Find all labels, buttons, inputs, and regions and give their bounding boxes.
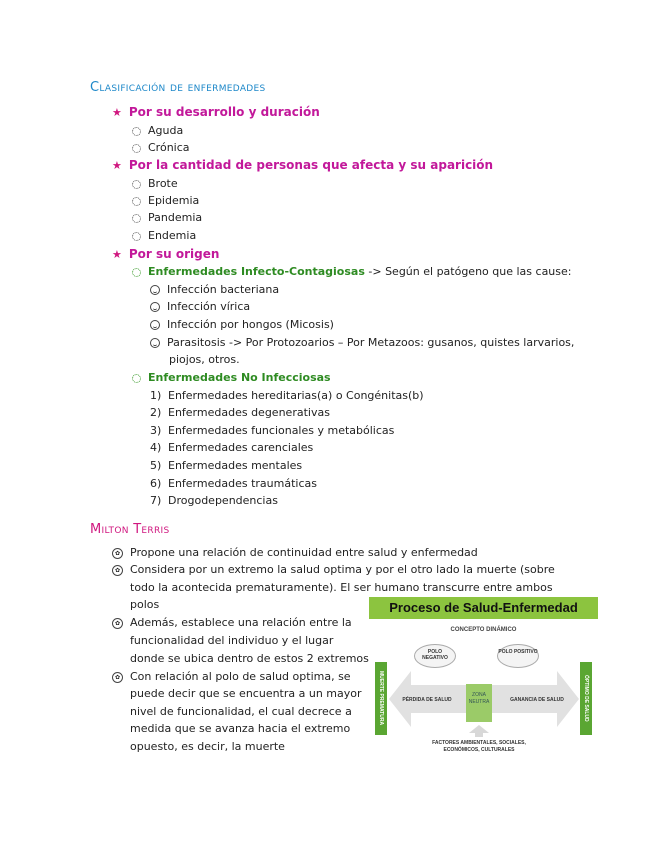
terris-point-cont: todo la acontecida prematuramente). El ser humano transcurre entre ambos: [130, 581, 553, 594]
medal-bullet-icon: ✿: [112, 548, 123, 559]
terris-point: ✿ Considera por un extremo la salud optima y por el otro lado la muerte (sobre: [112, 563, 555, 577]
list-item: Parasitosis -> Por Protozoarios – Por Metazoos: gusanos, quistes larvarios,: [150, 336, 574, 350]
polo-positivo: POLO POSITIVO: [497, 644, 539, 668]
smiley-icon: [150, 320, 160, 330]
circle-bullet-icon: [132, 374, 141, 383]
list-item: Infección vírica: [150, 300, 250, 314]
numbered-item: 7) Drogodependencias: [150, 494, 278, 507]
numbered-item: 2) Enfermedades degenerativas: [150, 406, 330, 419]
list-item: Brote: [132, 177, 178, 191]
heading-milton-terris: Milton Terris: [90, 522, 170, 537]
factores: FACTORES AMBIENTALES, SOCIALES, ECONÓMICOS, CULTURALES: [432, 740, 526, 753]
numbered-item: 3) Enfermedades funcionales y metabólicas: [150, 424, 395, 437]
circle-bullet-icon: [132, 197, 141, 206]
circle-bullet-icon: [132, 144, 141, 153]
medal-bullet-icon: ✿: [112, 565, 123, 576]
subcategory-no-infecciosas: Enfermedades No Infecciosas: [132, 371, 331, 385]
perdida-salud: PÉRDIDA DE SALUD: [402, 697, 452, 703]
list-item: Crónica: [132, 141, 190, 155]
subcategory-infecto: Enfermedades Infecto-Contagiosas -> Según el patógeno que las cause:: [132, 265, 571, 279]
circle-bullet-icon: [132, 232, 141, 241]
list-item: Aguda: [132, 124, 183, 138]
list-item: Epidemia: [132, 194, 199, 208]
zona-neutra: ZONA NEUTRA: [466, 684, 492, 722]
numbered-item: 1) Enfermedades hereditarias(a) o Congénitas(b): [150, 389, 424, 402]
medal-bullet-icon: ✿: [112, 618, 123, 629]
optimo-salud-bar: ÓPTIMO DE SALUD: [580, 662, 592, 735]
category-desarrollo: ★ Por su desarrollo y duración: [112, 105, 320, 119]
heading-clasificacion: Clasificación de enfermedades: [90, 80, 266, 95]
star-icon: ★: [112, 159, 122, 172]
medal-bullet-icon: ✿: [112, 672, 123, 683]
ganancia-salud: GANANCIA DE SALUD: [510, 697, 564, 703]
terris-point: ✿ Con relación al polo de salud optima, se: [112, 670, 351, 684]
polo-negativo: POLO NEGATIVO: [414, 644, 456, 668]
smiley-icon: [150, 285, 160, 295]
terris-point-cont: medida que se avanza hacia el extremo: [130, 722, 351, 735]
circle-bullet-icon: [132, 127, 141, 136]
terris-point-cont: donde se ubica dentro de estos 2 extremos: [130, 652, 369, 665]
terris-point-cont: nivel de funcionalidad, el cual decrece a: [130, 705, 352, 718]
terris-point-cont: funcionalidad del individuo y el lugar: [130, 634, 334, 647]
circle-bullet-icon: [132, 180, 141, 189]
list-item: Infección bacteriana: [150, 283, 279, 297]
muerte-prematura-bar: MUERTE PREMATURA: [375, 662, 387, 735]
diagram-title: Proceso de Salud-Enfermedad: [369, 597, 598, 619]
list-item: Pandemia: [132, 211, 202, 225]
star-icon: ★: [112, 248, 122, 261]
numbered-item: 6) Enfermedades traumáticas: [150, 477, 317, 490]
diagram-concept: CONCEPTO DINÁMICO: [450, 627, 517, 633]
circle-bullet-icon: [132, 268, 141, 277]
numbered-item: 5) Enfermedades mentales: [150, 459, 303, 472]
category-origen: ★ Por su origen: [112, 247, 220, 261]
smiley-icon: [150, 302, 160, 312]
list-item: Infección por hongos (Micosis): [150, 318, 334, 332]
category-cantidad: ★ Por la cantidad de personas que afecta y su aparición: [112, 158, 494, 172]
terris-point: ✿ Además, establece una relación entre la: [112, 616, 352, 630]
terris-point-cont: opuesto, es decir, la muerte: [130, 740, 285, 753]
terris-point: ✿ Propone una relación de continuidad entre salud y enfermedad: [112, 546, 478, 560]
list-item-continuation: piojos, otros.: [169, 353, 240, 366]
star-icon: ★: [112, 106, 122, 119]
circle-bullet-icon: [132, 214, 141, 223]
terris-point-cont: puede decir que se encuentra a un mayor: [130, 687, 362, 700]
smiley-icon: [150, 338, 160, 348]
list-item: Endemia: [132, 229, 196, 243]
up-arrow-icon: [469, 725, 489, 737]
salud-enfermedad-diagram: [369, 597, 598, 770]
numbered-item: 4) Enfermedades carenciales: [150, 441, 314, 454]
terris-point-cont: polos: [130, 598, 160, 611]
